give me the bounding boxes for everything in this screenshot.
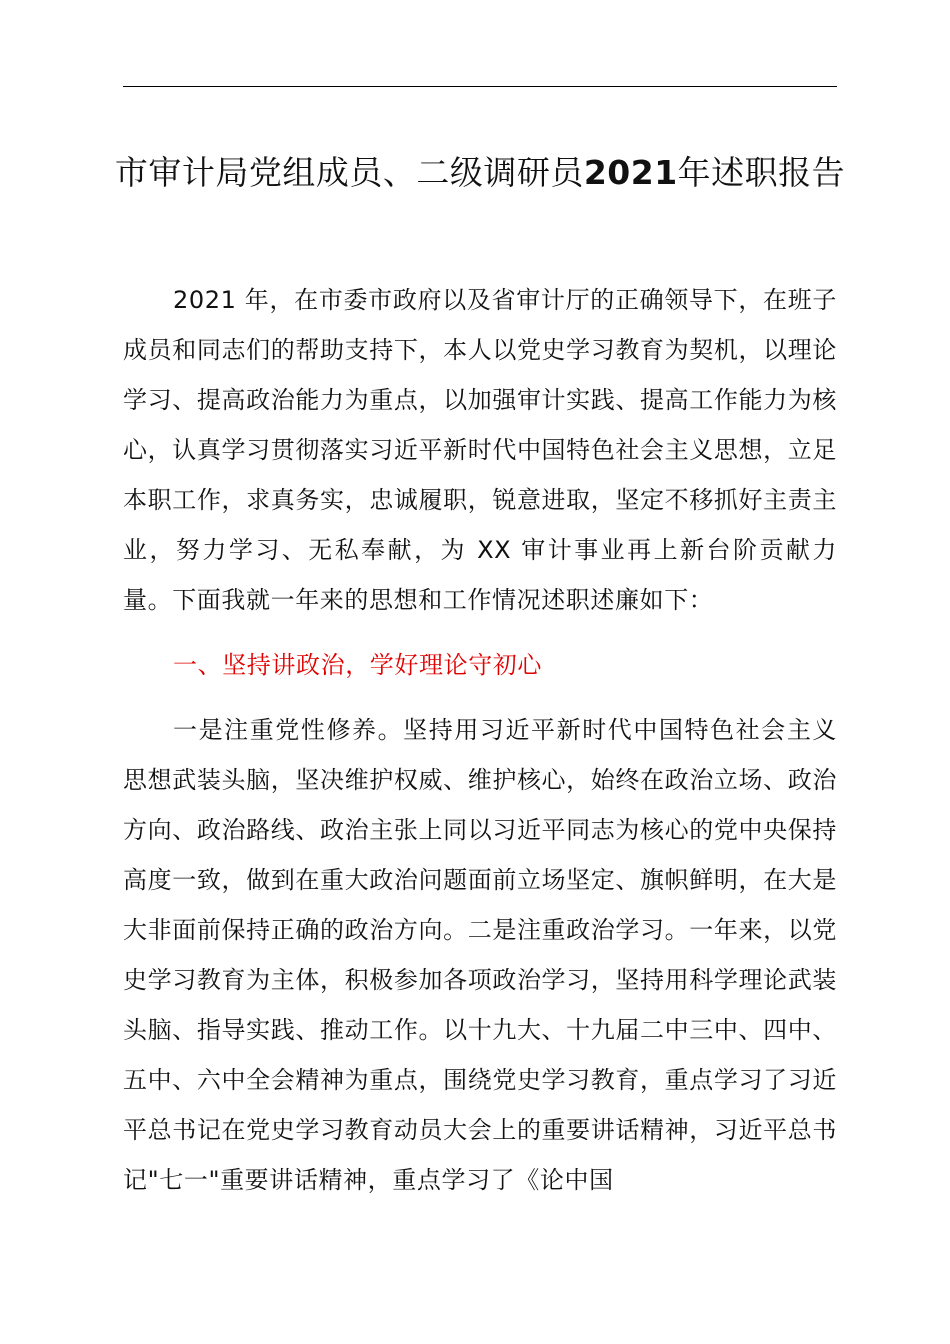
section-heading-1: 一、坚持讲政治，学好理论守初心 xyxy=(173,651,542,679)
document-title xyxy=(110,150,850,196)
title-year: 2021 xyxy=(583,153,678,192)
body-paragraph-1: 一是注重党性修养。坚持用习近平新时代中国特色社会主义思想武装头脑，坚决维护权威、维护核心，始终在政治立场、政治方向、政治路线、政治主张上同以习近平同志为核心的党中央保持高度一致，做到在重大政治问题面前立场坚定、旗帜鲜明，在大是大非面前保持正确的政治方向。二是注重政治学习。一年来，以党史学习教育为主体，积极参加各项政治学习，坚持用科学理论武装头脑、指导实践、推动工作。以十九大、十九届二中三中、四中、五中、六中全会精神为重点，围绕党史学习教育，重点学习了习近平总书记在党史学习教育动员大会上的重要讲话精神，习近平总书记"七一"重要讲话精神，重点学习了《论中国 xyxy=(123,716,837,1194)
header-rule xyxy=(123,86,837,87)
intro-paragraph: 2021 年，在市委市政府以及省审计厅的正确领导下，在班子成员和同志们的帮助支持下，本人以党史学习教育为契机，以理论学习、提高政治能力为重点，以加强审计实践、提高工作能力为核心，认真学习贯彻落实习近平新时代中国特色社会主义思想，立足本职工作，求真务实，忠诚履职，锐意进取，坚定不移抓好主责主业，努力学习、无私奉献，为 XX 审计事业再上新台阶贡献力量。下面我就一年来的思想和工作情况述职述廉如下： xyxy=(123,286,837,614)
title-part1: 市审计局党组成员、二级调研员 xyxy=(114,153,584,192)
title-part2: 年述职报告 xyxy=(677,153,846,192)
